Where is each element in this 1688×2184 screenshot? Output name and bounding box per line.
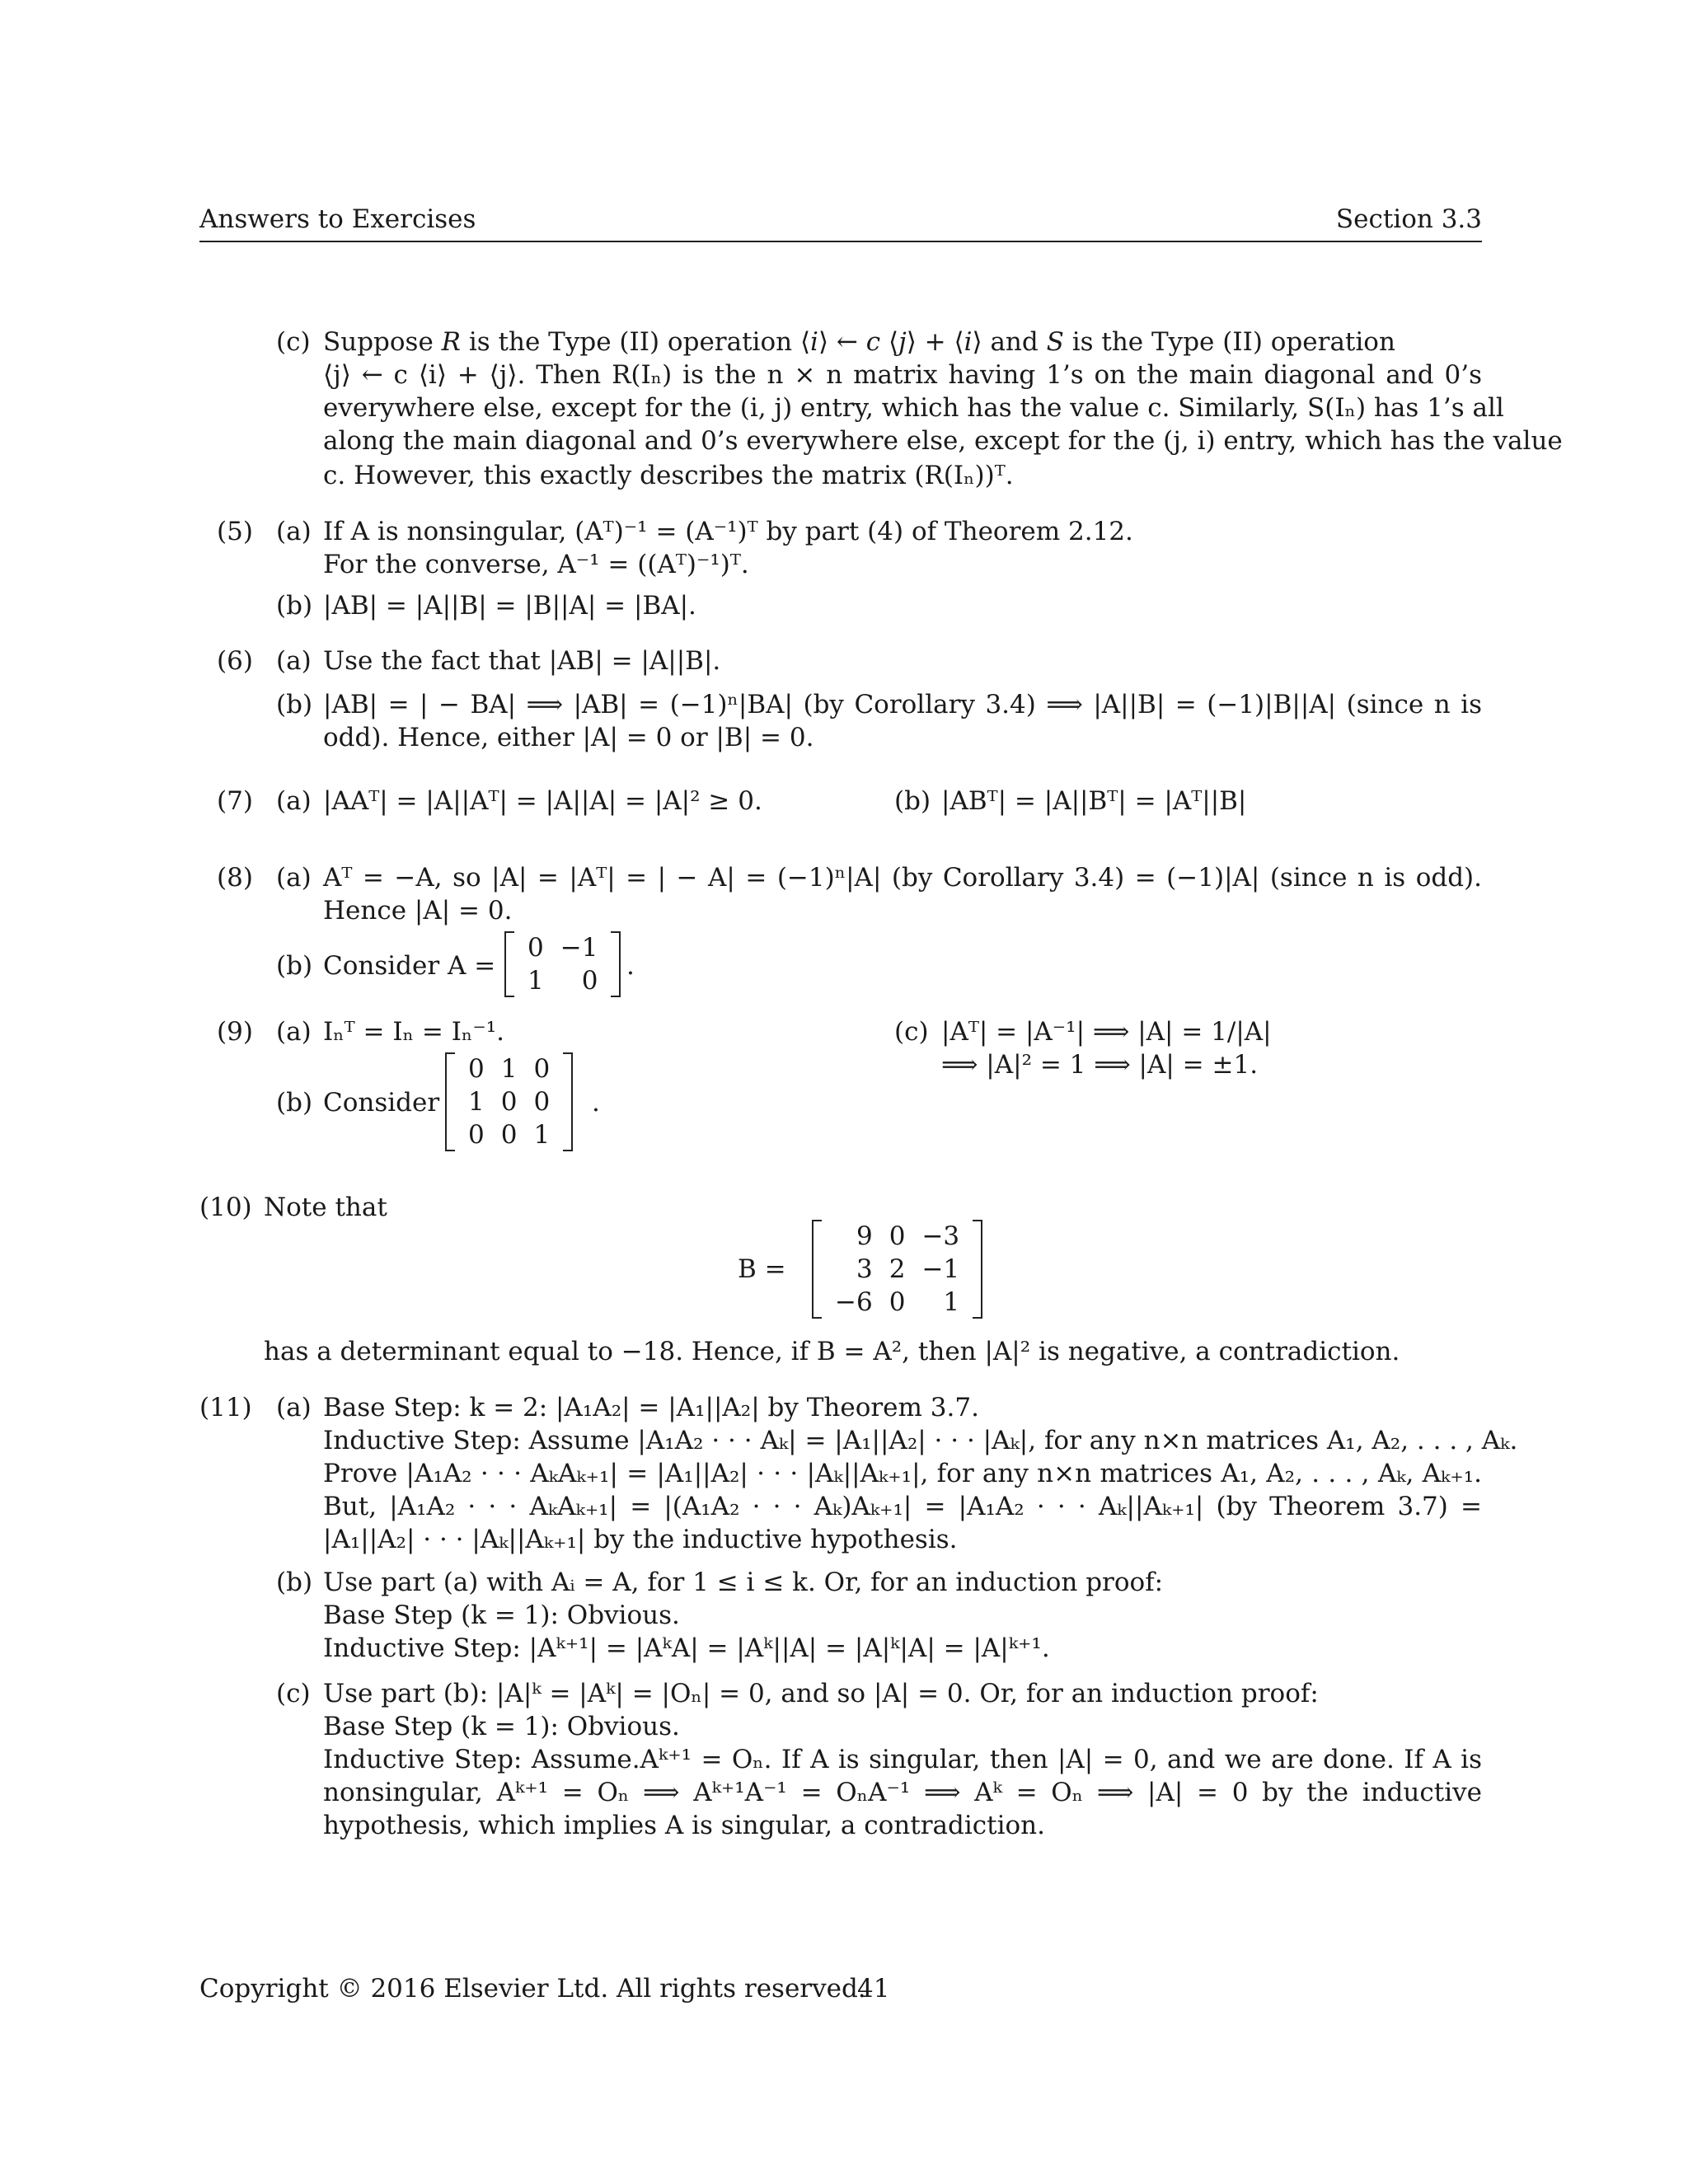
item6a-label: (a) xyxy=(276,646,312,676)
item7b-label: (b) xyxy=(894,786,931,816)
item10-intro: Note that xyxy=(264,1193,387,1222)
item8b-label: (b) xyxy=(276,951,313,981)
item11c-line5: hypothesis, which implies A is singular, a contradiction. xyxy=(323,1811,1045,1840)
item11b-label: (b) xyxy=(276,1568,313,1597)
item11c-label: (c) xyxy=(276,1679,311,1708)
item11b-line2: Base Step (k = 1): Obvious. xyxy=(323,1601,680,1630)
item9c-label: (c) xyxy=(894,1017,929,1047)
item5b-label: (b) xyxy=(276,591,313,621)
item11b-line1: Use part (a) with Aᵢ = A, for 1 ≤ i ≤ k. Or, for an induction proof: xyxy=(323,1568,1164,1597)
item9b-matrix: 0 1 0 1 0 0 0 0 1 xyxy=(445,1052,573,1151)
item7-number: (7) xyxy=(217,786,253,816)
item11a-label: (a) xyxy=(276,1393,312,1422)
item10-matrix: 9 0 −3 3 2 −1 −6 0 1 xyxy=(812,1220,982,1319)
item8a-label: (a) xyxy=(276,863,312,893)
item7a-label: (a) xyxy=(276,786,312,816)
item11-number: (11) xyxy=(199,1393,252,1422)
item9b-period: . xyxy=(592,1088,600,1118)
item11a-line3: Prove |A₁A₂ · · · AₖAₖ₊₁| = |A₁||A₂| · · · |Aₖ||Aₖ₊₁|, for any n×n matrices A₁, A₂, . . . , Aₖ, Aₖ₊₁. xyxy=(323,1459,1482,1488)
item11b-line3: Inductive Step: |Aᵏ⁺¹| = |AᵏA| = |Aᵏ||A| = |A|ᵏ|A| = |A|ᵏ⁺¹. xyxy=(323,1633,1050,1663)
item8b-matrix: 0 −1 1 0 xyxy=(504,931,621,997)
running-header-left: Answers to Exercises xyxy=(199,204,476,234)
item8-number: (8) xyxy=(217,863,253,893)
item8b-period: . xyxy=(626,951,635,981)
item9c-line2: ⟹ |A|² = 1 ⟹ |A| = ±1. xyxy=(941,1050,1259,1080)
item9b-text: Consider xyxy=(323,1088,440,1118)
item8a-line2: Hence |A| = 0. xyxy=(323,896,513,926)
item4c-line5: c. However, this exactly describes the matrix (R(Iₙ))ᵀ. xyxy=(323,461,1014,490)
item6b-line2: odd). Hence, either |A| = 0 or |B| = 0. xyxy=(323,723,814,752)
item5a-line2: For the converse, A⁻¹ = ((Aᵀ)⁻¹)ᵀ. xyxy=(323,550,749,579)
item9-number: (9) xyxy=(217,1017,253,1047)
item9c-line1: |Aᵀ| = |A⁻¹| ⟹ |A| = 1/|A| xyxy=(941,1017,1272,1047)
item9a-line1: Iₙᵀ = Iₙ = Iₙ⁻¹. xyxy=(323,1017,504,1047)
item5-number: (5) xyxy=(217,517,253,546)
item6b-line1: |AB| = | − BA| ⟹ |AB| = (−1)ⁿ|BA| (by Corollary 3.4) ⟹ |A||B| = (−1)|B||A| (since n is xyxy=(323,690,1482,719)
item6b-label: (b) xyxy=(276,690,313,719)
item8a-line1: Aᵀ = −A, so |A| = |Aᵀ| = | − A| = (−1)ⁿ|A| (by Corollary 3.4) = (−1)|A| (since n is odd). xyxy=(323,863,1482,893)
item4c-line2: ⟨j⟩ ← c ⟨i⟩ + ⟨j⟩. Then R(Iₙ) is the n × n matrix having 1’s on the main diagonal and 0’s xyxy=(323,360,1482,390)
item4c-line3: everywhere else, except for the (i, j) entry, which has the value c. Similarly, S(Iₙ) has 1’s all xyxy=(323,393,1504,423)
item5b-line1: |AB| = |A||B| = |B||A| = |BA|. xyxy=(323,591,696,621)
item11c-line3: Inductive Step: Assume.Aᵏ⁺¹ = Oₙ. If A is singular, then |A| = 0, and we are done. If A is xyxy=(323,1745,1482,1774)
running-header-right: Section 3.3 xyxy=(1335,204,1482,234)
item10-number: (10) xyxy=(199,1193,252,1222)
item11a-line2: Inductive Step: Assume |A₁A₂ · · · Aₖ| = |A₁||A₂| · · · |Aₖ|, for any n×n matrices A₁, A₂, . . . , Aₖ. xyxy=(323,1426,1518,1455)
item5a-label: (a) xyxy=(276,517,312,546)
item10-conclusion: has a determinant equal to −18. Hence, if B = A², then |A|² is negative, a contradiction. xyxy=(264,1337,1400,1366)
item4c-line1: Suppose R is the Type (II) operation ⟨i⟩ ← c ⟨j⟩ + ⟨i⟩ and S is the Type (II) operation xyxy=(323,327,1395,357)
item11c-line1: Use part (b): |A|ᵏ = |Aᵏ| = |Oₙ| = 0, and so |A| = 0. Or, for an induction proof: xyxy=(323,1679,1319,1708)
page-number: 41 xyxy=(857,1974,890,2004)
item4c-label: (c) xyxy=(276,327,311,357)
item9b-label: (b) xyxy=(276,1088,313,1118)
item11c-line2: Base Step (k = 1): Obvious. xyxy=(323,1712,680,1741)
item11a-line4: But, |A₁A₂ · · · AₖAₖ₊₁| = |(A₁A₂ · · · Aₖ)Aₖ₊₁| = |A₁A₂ · · · Aₖ||Aₖ₊₁| (by Theorem 3.7) = xyxy=(323,1492,1482,1521)
item11a-line5: |A₁||A₂| · · · |Aₖ||Aₖ₊₁| by the inductive hypothesis. xyxy=(323,1525,958,1554)
item9a-label: (a) xyxy=(276,1017,312,1047)
item6a-line1: Use the fact that |AB| = |A||B|. xyxy=(323,646,721,676)
item7b-line1: |ABᵀ| = |A||Bᵀ| = |Aᵀ||B| xyxy=(941,786,1247,816)
item10-lhs: B = xyxy=(738,1254,786,1284)
item8b-text: Consider A = xyxy=(323,951,496,981)
item5a-line1: If A is nonsingular, (Aᵀ)⁻¹ = (A⁻¹)ᵀ by part (4) of Theorem 2.12. xyxy=(323,517,1133,546)
item6-number: (6) xyxy=(217,646,253,676)
item11c-line4: nonsingular, Aᵏ⁺¹ = Oₙ ⟹ Aᵏ⁺¹A⁻¹ = OₙA⁻¹ ⟹ Aᵏ = Oₙ ⟹ |A| = 0 by the inductive xyxy=(323,1778,1482,1807)
header-rule xyxy=(199,241,1482,242)
item11a-line1: Base Step: k = 2: |A₁A₂| = |A₁||A₂| by Theorem 3.7. xyxy=(323,1393,979,1422)
item4c-line4: along the main diagonal and 0’s everywhere else, except for the (j, i) entry, which has the value xyxy=(323,426,1563,456)
item7a-line1: |AAᵀ| = |A||Aᵀ| = |A||A| = |A|² ≥ 0. xyxy=(323,786,762,816)
copyright-footer: Copyright © 2016 Elsevier Ltd. All rights reserved. xyxy=(199,1974,866,2004)
